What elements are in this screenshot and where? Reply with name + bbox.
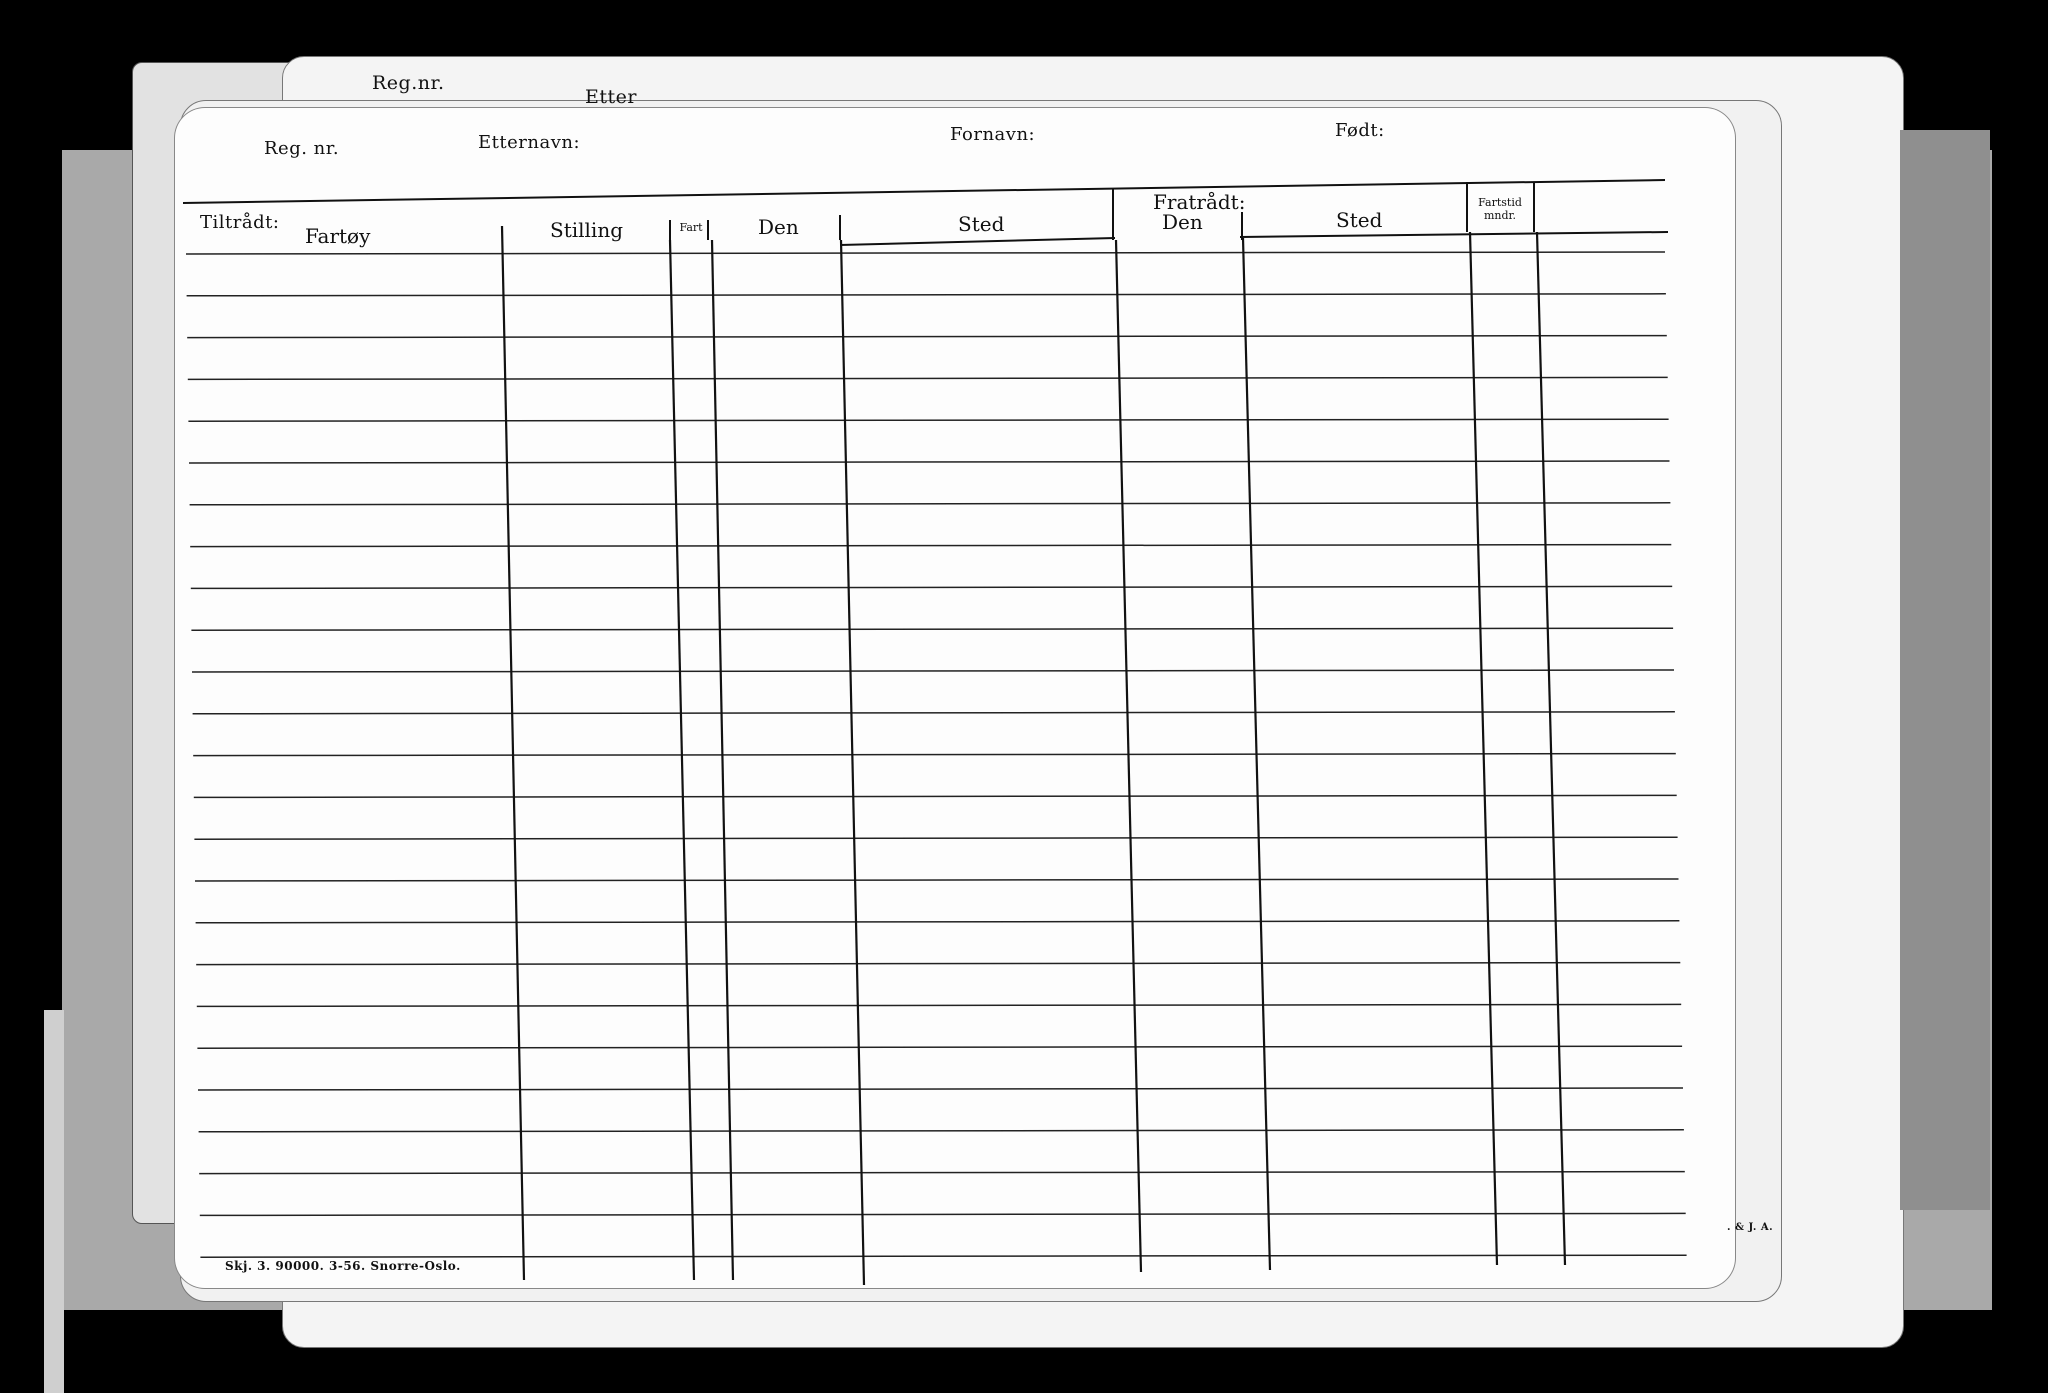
ledger-row-line [194,837,1677,839]
ledger-column-line [1537,232,1565,1265]
fartoy-header: Fartøy [305,224,371,248]
back-card-etternavn-partial: Etter [585,86,637,108]
ledger-row-line [199,1130,1684,1132]
ledger-row-line [194,795,1677,797]
ledger-row-line [200,1255,1686,1257]
ledger-column-line [670,240,694,1280]
fartstid-header-line1: Fartstid [1478,196,1522,209]
back-card-reg-label: Reg.nr. [372,72,445,94]
sted-header: Sted [958,212,1005,236]
ledger-row-line [193,754,1676,756]
fratradt-header: Fratrådt: [1153,190,1246,214]
ledger-row-line [189,461,1670,463]
ledger-row-line [196,963,1680,965]
ledger-row-line [200,1213,1686,1215]
ledger-row-line [196,921,1680,923]
ledger-column-line [1470,232,1497,1265]
fratradt-sted-header: Sted [1336,208,1383,232]
etternavn-label: Etternavn: [478,132,581,153]
ledger-row-line [190,545,1671,547]
fodt-label: Født: [1335,120,1385,141]
ledger-row-line [190,503,1671,505]
ledger-row-line [193,712,1675,714]
stilling-header: Stilling [550,218,624,242]
ledger-column-line [1116,240,1141,1272]
den-header: Den [758,215,799,239]
print-info: Skj. 3. 90000. 3-56. Snorre-Oslo. [225,1259,461,1273]
ledger-row-line [197,1004,1681,1006]
reg-nr-label: Reg. nr. [264,138,340,159]
fornavn-label: Fornavn: [950,124,1036,145]
ledger-row-line [195,879,1679,881]
fart-header: Fart [679,221,703,234]
ledger-row-line [191,586,1672,588]
ledger-column-line [712,240,733,1280]
ledger-row-line [197,1046,1682,1048]
ledger-row-line [188,419,1668,421]
ledger-row-line [188,377,1668,379]
ledger-column-line [841,240,864,1285]
fratradt-den-header: Den [1162,210,1203,234]
ledger-row-line [187,336,1667,338]
ledger-row-line [198,1088,1683,1090]
tiltradt-label: Tiltrådt: [200,212,280,233]
ledger-row-line [187,294,1666,296]
right-edge-text: . & J. A. [1727,1222,1774,1233]
ledger-column-line [502,226,524,1280]
ledger-row-line [191,628,1673,630]
fartstid-header-line2: mndr. [1483,209,1517,222]
ledger-row-line [186,252,1665,254]
ledger-row-line [199,1172,1685,1174]
ledger-row-line [192,670,1674,672]
